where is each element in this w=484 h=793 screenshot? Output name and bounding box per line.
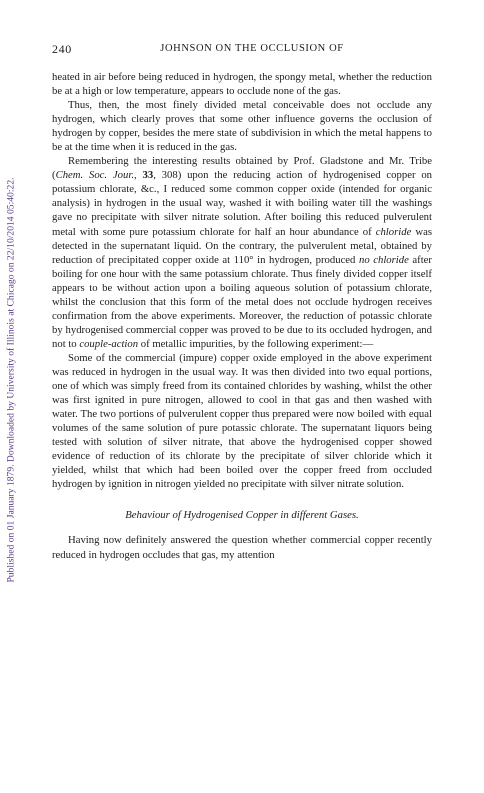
paragraph: heated in air before being reduced in hydrogen, the spongy metal, whether the reduction be at a high or low temperature, appears to occlude none of the gas. — [52, 71, 432, 98]
page-header — [52, 42, 432, 56]
running-head: JOHNSON ON THE OCCLUSION OF — [160, 43, 344, 54]
page-number: 240 — [52, 42, 72, 56]
paragraph: Having now definitely answered the question whether commercial copper recently reduced in hydrogen occludes that gas, my attention — [52, 534, 432, 561]
download-watermark — [3, 40, 19, 720]
download-notice-text: Published on 01 January 1879. Downloaded by University of Illinois at Chicago on 22/10/2014 05:40:22. — [5, 177, 17, 583]
emphasis-no-chloride: no chloride — [358, 253, 409, 266]
journal-citation: Chem. Soc. Jour. — [55, 169, 134, 182]
emphasis-chloride: chloride — [375, 225, 412, 238]
volume-number: 33 — [142, 169, 154, 182]
article-body — [52, 70, 432, 562]
section-heading: Behaviour of Hydrogenised Copper in different Gases. — [125, 509, 359, 522]
paragraph: Remembering the interesting results obtained by Prof. Gladstone and Mr. Tribe (Chem. Soc. Jour., 33, 308) upon the reducing action of hydrogenised copper on potassium chlorate, &c., I reduced some common copper oxide (intended for organic analysis) in hydrogen in the usual way, washed it with boiling water till the washings gave no precipitate with silver nitrate solution. After boiling this reduced pulverulent metal with some pure potassium chlorate for half an hour abundance of chloride was detected in the supernatant liquid. On the contrary, the pulverulent metal, obtained by reduction of precipitated copper oxide at 110° in hydrogen, produced no chloride after boiling for one hour with the same potassium chlorate. Thus finely divided copper itself appears to be without action upon a boiling aqueous solution of potassium chlorate, whilst the conclusion that this form of the metal does not occlude hydrogen receives confirmation from the above experiments. Moreover, the reduction of potassic chlorate by hydrogenised commercial copper was proved to be due to its occluded hydrogen, and not to couple-action of metallic impurities, by the following experiment:— — [52, 155, 433, 350]
paragraph: Thus, then, the most finely divided metal conceivable does not occlude any hydrogen, which clearly proves that some other influence governs the occlusion of hydrogen by copper, besides the mere state of subdivision in which the metal happens to be at the time when it is reduced in the gas. — [52, 99, 432, 154]
paragraph: Some of the commercial (impure) copper oxide employed in the above experiment was reduced in hydrogen in the usual way. It was then divided into two equal portions, one of which was simply freed from its contained chlorides by washing, whilst the other was first ignited in pure nitrogen, allowed to cool in that gas and then washed with water. The two portions of pulverulent copper thus prepared were now boiled with equal volumes of the same solution of pure potassic chlorate. The supernatant liquors being tested with solution of silver nitrate, that above the hydrogenised copper showed evidence of reduction of its chlorate by the precipitate of silver chloride which it yielded, whilst that which had been boiled over the copper freed from occluded hydrogen by ignition in nitrogen yielded no precipitate with silver nitrate solution. — [52, 351, 432, 491]
emphasis-couple-action: couple-action — [79, 337, 139, 350]
